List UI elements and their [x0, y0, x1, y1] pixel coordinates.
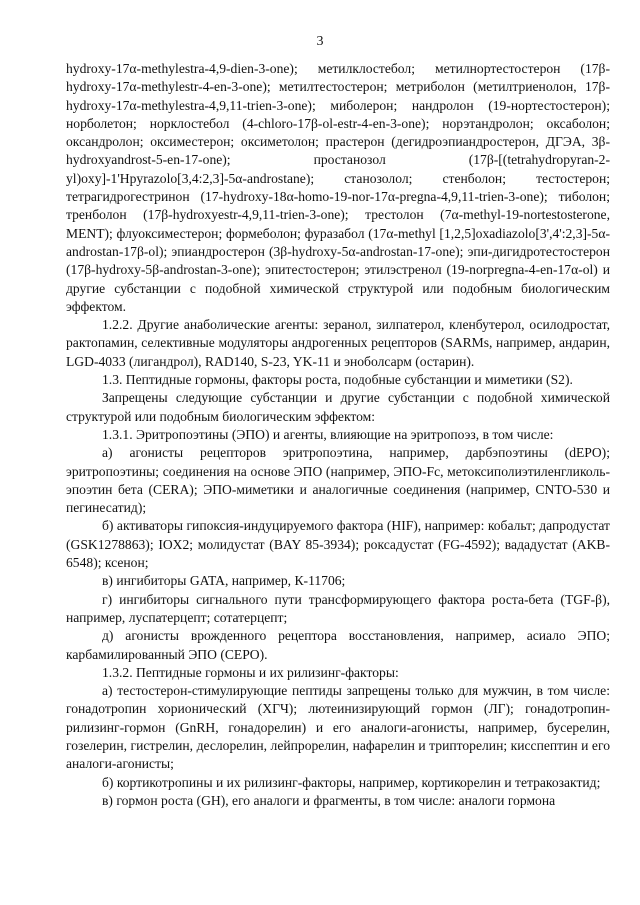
list-item: а) агонисты рецепторов эритропоэтина, например, дарбэпоэтины (dEPO); эритропоэтины; соединения на основе ЭПО (например, ЭПО-Fc, метоксиполиэтиленгликоль-эпоэтин бета (CERA); ЭПО-миметики и аналогичные соединения (например, CNTO-530 и пегинесатид); — [66, 445, 610, 516]
page-number: 3 — [316, 34, 324, 49]
list-item: в) ингибиторы GATA, например, К-11706; — [102, 573, 346, 589]
list-item: б) кортикотропины и их рилизинг-факторы, например, кортикорелин и тетракозактид; — [102, 774, 601, 790]
paragraph-other-anabolic-agents: 1.2.2. Другие анаболические агенты: зеранол, зилпатерол, кленбутерол, осилодростат, рактопамин, селективные модуляторы андрогенных рецепторов (SARMs, например, андарин, LGD-4033 (лигандрол), RAD140, S-23, YK-11 и эноболсарм (остарин). — [66, 317, 610, 369]
paragraph-section-heading: 1.3. Пептидные гормоны, факторы роста, подобные субстанции и миметики (S2). — [102, 372, 573, 388]
document-body — [66, 60, 610, 810]
paragraph-peptide-hormones: 1.3.2. Пептидные гормоны и их рилизинг-факторы: — [102, 664, 399, 680]
list-item: г) ингибиторы сигнального пути трансформирующего фактора роста-бета (TGF-β), например, луспатерцепт; сотатерцепт; — [66, 591, 610, 625]
list-item: а) тестостерон-стимулирующие пептиды запрещены только для мужчин, в том числе: гонадотропин хорионический (ХГЧ); лютеинизирующий гормон (ЛГ); гонадотропин-рилизинг-гормон (GnRH, гонадорелин) и его аналоги-агонисты, например, бусерелин, гозелерин, гистрелин, деслорелин, лейпрорелин, нафарелин и трипторелин; кисспептин и его аналоги-агонисты; — [66, 683, 610, 772]
list-item: в) гормон роста (GH), его аналоги и фрагменты, в том числе: аналоги гормона — [102, 792, 556, 808]
list-item: д) агонисты врожденного рецептора восстановления, например, асиало ЭПО; карбамилированный ЭПО (CEPO). — [66, 628, 610, 662]
list-item: б) активаторы гипоксия-индуцируемого фактора (HIF), например: кобальт; дапродустат (GSK1278863); IOX2; молидустат (BAY 85-3934); роксадустат (FG-4592); вададустат (AKB-6548); ксенон; — [66, 518, 610, 571]
paragraph-prohibited-intro: Запрещены следующие субстанции и другие субстанции с подобной химической структурой или подобным биологическим эффектом: — [66, 390, 610, 424]
paragraph-steroid-list: hydroxy-17α-methylestra-4,9-dien-3-one); метилклостебол; метилнортестостерон (17β-hydroxy-17α-methylestr-4-en-3-one); метилтестостерон; метриболон (метилтриенолон, 17β-hydroxy-17α-methylestra-4,9,11-trien-3-one); миболерон; нандролон (19-нортестостерон); норболетон; норклостебол (4-chloro-17β-ol-estr-4-en-3-one); норэтандролон; оксаболон; оксандролон; оксиместерон; оксиметолон; прастерон (дегидроэпиандростерон, ДГЭА, 3β-hydroxyandrost-5-en-17-one); простанозол (17β-[(tetrahydropyran-2-yl)oxy]-1'Hpyrazolo[3,4:2,3]-5α-androstane); станозолол; стенболон; тестостерон; тетрагидрогестринон (17-hydroxy-18α-homo-19-nor-17α-pregna-4,9,11-trien-3-one); тиболон; тренболон (17β-hydroxyestr-4,9,11-trien-3-one); трестолон (7α-methyl-19-nortestosterone, MENT); флуоксиместерон; формеболон; фуразабол (17α-methyl [1,2,5]oxadiazolo[3',4':2,3]-5α-androstan-17β-ol); эпиандростерон (3β-hydroxy-5α-androstan-17-one); эпи-дигидротестостерон (17β-hydroxy-5β-androstan-3-one); эпитестостерон; этилэстренол (19-norpregna-4-en-17α-ol) и другие субстанции с подобной химической структурой или подобным биологическим эффектом. — [66, 61, 610, 314]
paragraph-erythropoietins: 1.3.1. Эритропоэтины (ЭПО) и агенты, влияющие на эритропоэз, в том числе: — [102, 426, 554, 442]
